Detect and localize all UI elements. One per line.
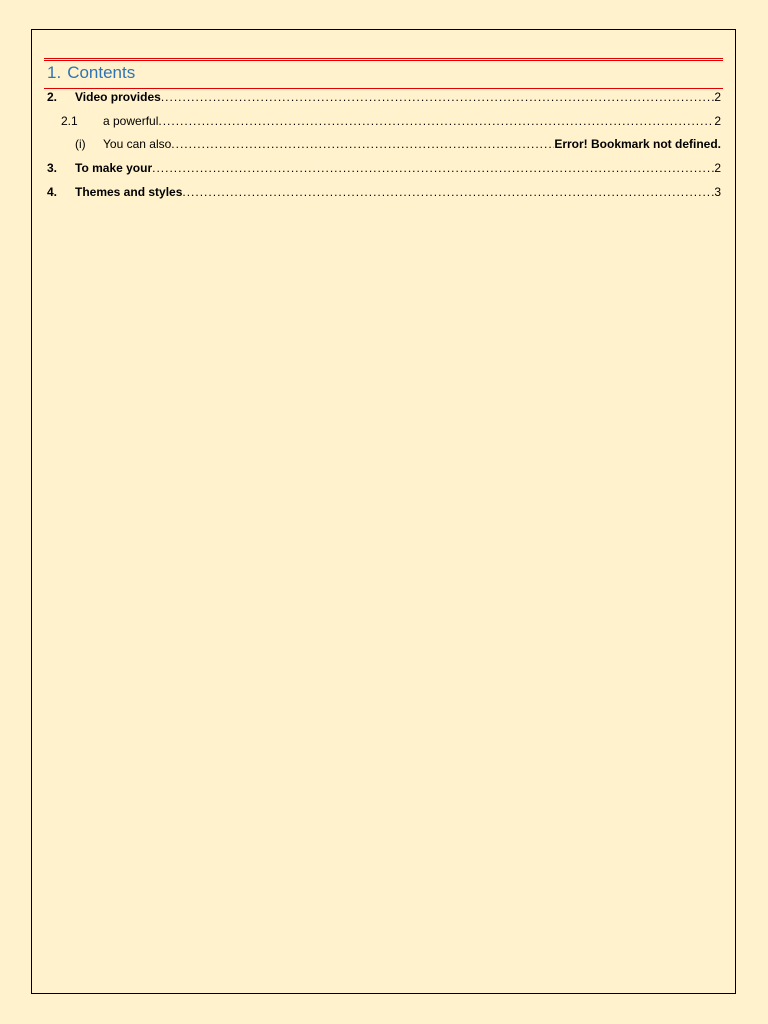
toc-entry[interactable] [61, 113, 721, 129]
toc-entry-title: You can also [103, 137, 172, 151]
toc-entry-number: 2.1 [61, 114, 78, 128]
toc-entry-page: 2 [714, 161, 721, 175]
toc-heading-text: Contents [67, 63, 136, 82]
toc-entry-title: Video provides [75, 90, 161, 104]
heading-rule-top [44, 58, 723, 61]
toc-entry[interactable] [47, 184, 721, 200]
toc-entry[interactable] [47, 89, 721, 105]
toc-leader-dots [158, 113, 714, 129]
toc-leader-dots [171, 136, 554, 152]
toc-entry[interactable] [75, 136, 721, 152]
toc-heading [47, 62, 135, 84]
toc-entry-number: 4. [47, 185, 58, 199]
toc-entry-number: (i) [75, 137, 86, 151]
toc-entry-number: 2. [47, 90, 58, 104]
toc-entry-page: 2 [714, 114, 721, 128]
toc-leader-dots [161, 89, 715, 105]
toc-leader-dots [152, 160, 714, 176]
toc-entry-page-error: Error! Bookmark not defined. [554, 137, 721, 151]
toc-entry-page: 3 [714, 185, 721, 199]
toc-leader-dots [182, 184, 714, 200]
toc-heading-number: 1. [47, 63, 62, 82]
toc-entry-page: 2 [714, 90, 721, 104]
toc-entry-title: a powerful [103, 114, 159, 128]
toc-entry-number: 3. [47, 161, 58, 175]
toc-entry-title: To make your [75, 161, 153, 175]
toc-entry[interactable] [47, 160, 721, 176]
toc-entry-title: Themes and styles [75, 185, 183, 199]
